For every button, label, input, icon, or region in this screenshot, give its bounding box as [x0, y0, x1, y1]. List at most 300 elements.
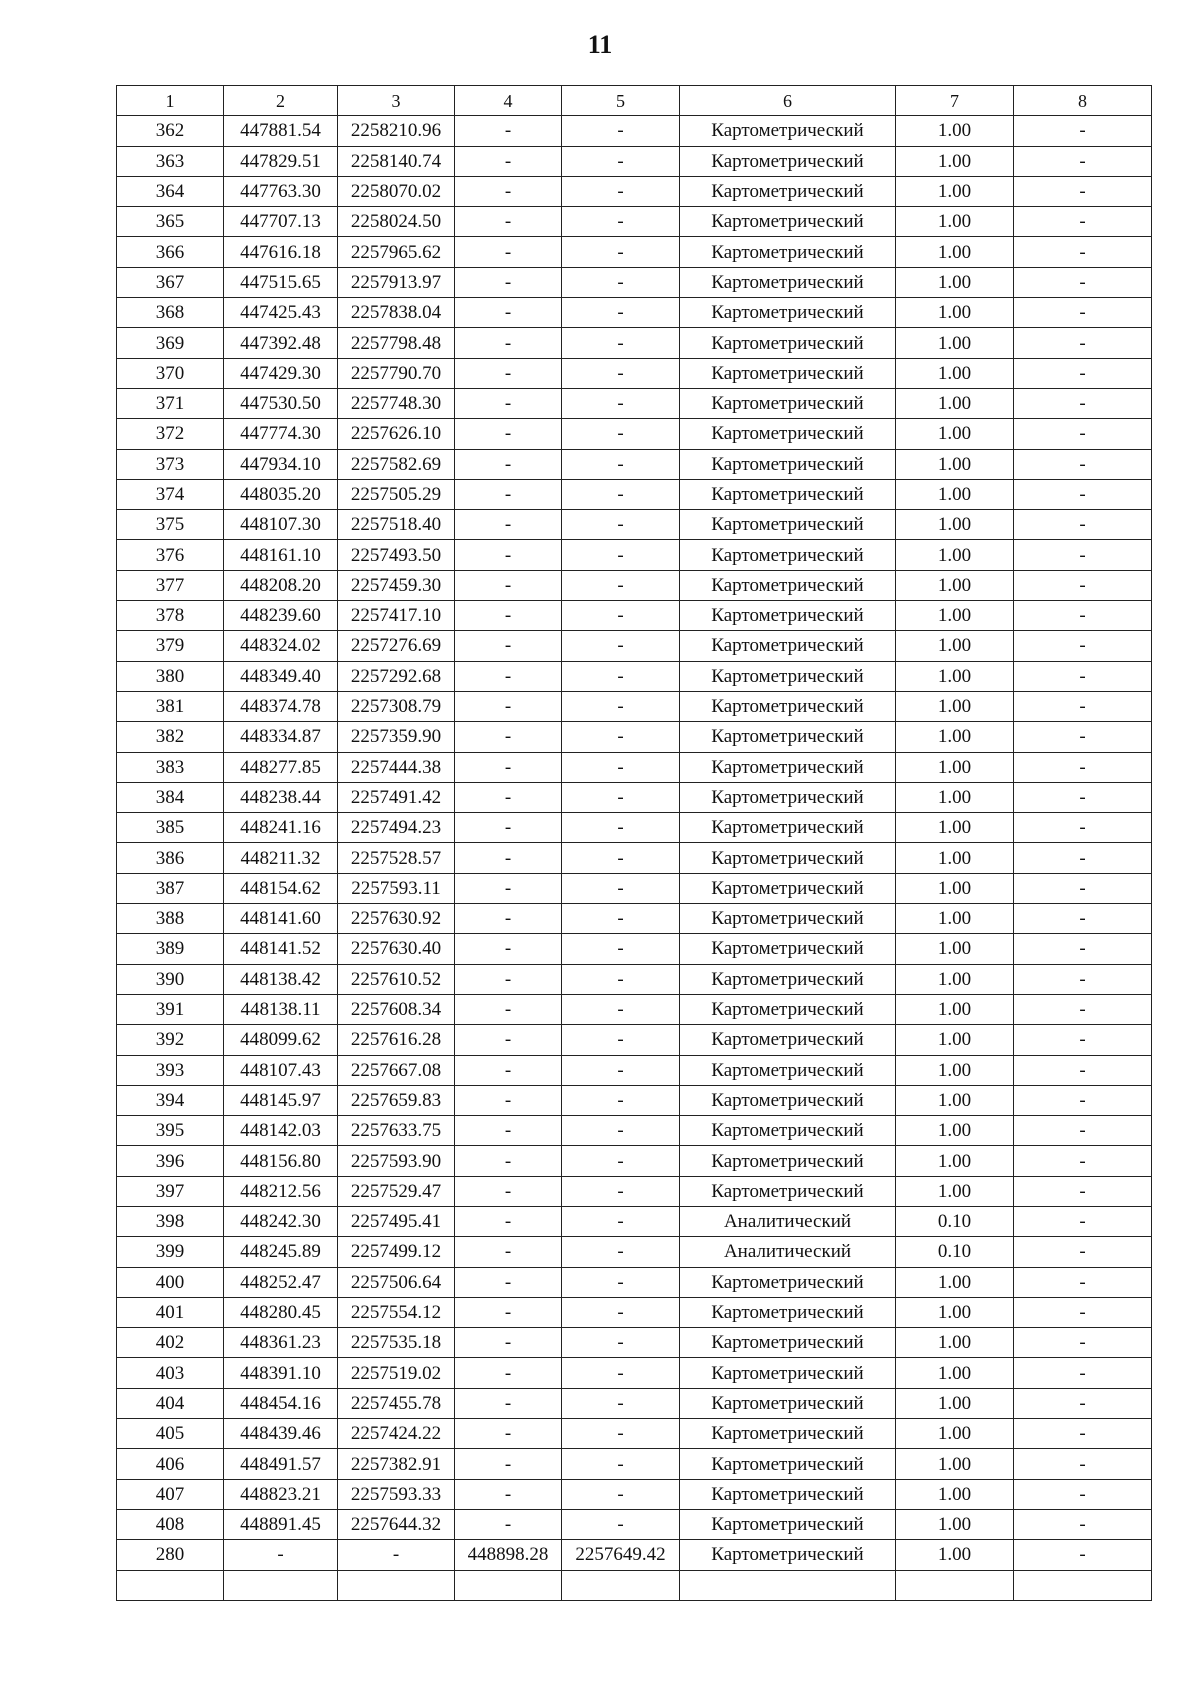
point-number-cell: 376: [117, 540, 224, 570]
description-cell: -: [1014, 1419, 1152, 1449]
accuracy-cell: 1.00: [896, 964, 1014, 994]
y-coordinate-cell: 2257626.10: [338, 419, 455, 449]
y-coordinate-cell: 2257459.30: [338, 570, 455, 600]
description-cell: -: [1014, 207, 1152, 237]
x-coordinate-cell: 447934.10: [224, 449, 338, 479]
accuracy-cell: 1.00: [896, 752, 1014, 782]
x-coordinate-alt-cell: -: [455, 1419, 562, 1449]
point-number-cell: 408: [117, 1509, 224, 1539]
y-coordinate-cell: 2257495.41: [338, 1206, 455, 1236]
y-coordinate-alt-cell: -: [562, 691, 680, 721]
x-coordinate-alt-cell: -: [455, 1358, 562, 1388]
x-coordinate-alt-cell: -: [455, 116, 562, 146]
x-coordinate-cell: 448211.32: [224, 843, 338, 873]
y-coordinate-alt-cell: -: [562, 1085, 680, 1115]
point-number-cell: 377: [117, 570, 224, 600]
x-coordinate-cell: 448891.45: [224, 1509, 338, 1539]
method-cell: Картометрический: [680, 1358, 896, 1388]
y-coordinate-cell: 2257554.12: [338, 1297, 455, 1327]
x-coordinate-alt-cell: -: [455, 1297, 562, 1327]
table-row: [117, 1419, 1152, 1449]
x-coordinate-cell: 447515.65: [224, 267, 338, 297]
column-header: 7: [896, 86, 1014, 116]
point-number-cell: 364: [117, 176, 224, 206]
description-cell: -: [1014, 176, 1152, 206]
x-coordinate-cell: 448361.23: [224, 1328, 338, 1358]
y-coordinate-cell: 2257424.22: [338, 1419, 455, 1449]
description-cell: -: [1014, 813, 1152, 843]
method-cell: Картометрический: [680, 358, 896, 388]
x-coordinate-alt-cell: -: [455, 1328, 562, 1358]
x-coordinate-cell: 447425.43: [224, 298, 338, 328]
description-cell: -: [1014, 510, 1152, 540]
description-cell: -: [1014, 388, 1152, 418]
point-number-cell: 380: [117, 661, 224, 691]
point-number-cell: 401: [117, 1297, 224, 1327]
accuracy-cell: 1.00: [896, 570, 1014, 600]
x-coordinate-alt-cell: -: [455, 964, 562, 994]
y-coordinate-alt-cell: -: [562, 752, 680, 782]
description-cell: -: [1014, 1025, 1152, 1055]
method-cell: Картометрический: [680, 813, 896, 843]
column-header: 2: [224, 86, 338, 116]
point-number-cell: 397: [117, 1176, 224, 1206]
method-cell: Картометрический: [680, 873, 896, 903]
table-row: [117, 1358, 1152, 1388]
table-row: [117, 691, 1152, 721]
y-coordinate-cell: 2257535.18: [338, 1328, 455, 1358]
x-coordinate-cell: 448277.85: [224, 752, 338, 782]
y-coordinate-cell: 2257494.23: [338, 813, 455, 843]
table-row: [117, 1085, 1152, 1115]
page-number: 11: [587, 30, 613, 59]
y-coordinate-alt-cell: -: [562, 904, 680, 934]
x-coordinate-alt-cell: -: [455, 176, 562, 206]
method-cell: Картометрический: [680, 1146, 896, 1176]
accuracy-cell: 0.10: [896, 1237, 1014, 1267]
y-coordinate-alt-cell: -: [562, 449, 680, 479]
table-row: [117, 1055, 1152, 1085]
y-coordinate-cell: 2257308.79: [338, 691, 455, 721]
x-coordinate-cell: 448391.10: [224, 1358, 338, 1388]
table-row: [117, 176, 1152, 206]
point-number-cell: 394: [117, 1085, 224, 1115]
description-cell: -: [1014, 1358, 1152, 1388]
column-header: 1: [117, 86, 224, 116]
table-row: [117, 631, 1152, 661]
point-number-cell: 386: [117, 843, 224, 873]
y-coordinate-alt-cell: -: [562, 601, 680, 631]
x-coordinate-cell: 448138.11: [224, 994, 338, 1024]
x-coordinate-alt-cell: -: [455, 1388, 562, 1418]
y-coordinate-alt-cell: -: [562, 116, 680, 146]
x-coordinate-cell: 448334.87: [224, 722, 338, 752]
empty-cell: [1014, 1570, 1152, 1600]
y-coordinate-alt-cell: -: [562, 176, 680, 206]
point-number-cell: 402: [117, 1328, 224, 1358]
y-coordinate-alt-cell: -: [562, 419, 680, 449]
point-number-cell: 378: [117, 601, 224, 631]
accuracy-cell: 1.00: [896, 904, 1014, 934]
description-cell: -: [1014, 843, 1152, 873]
method-cell: Картометрический: [680, 116, 896, 146]
empty-row: [117, 1570, 1152, 1600]
accuracy-cell: 1.00: [896, 1540, 1014, 1570]
x-coordinate-alt-cell: -: [455, 1237, 562, 1267]
description-cell: -: [1014, 570, 1152, 600]
description-cell: -: [1014, 1055, 1152, 1085]
accuracy-cell: 1.00: [896, 782, 1014, 812]
y-coordinate-cell: 2257616.28: [338, 1025, 455, 1055]
description-cell: -: [1014, 934, 1152, 964]
accuracy-cell: 1.00: [896, 1449, 1014, 1479]
accuracy-cell: 1.00: [896, 691, 1014, 721]
method-cell: Картометрический: [680, 691, 896, 721]
x-coordinate-cell: 448161.10: [224, 540, 338, 570]
x-coordinate-alt-cell: -: [455, 1206, 562, 1236]
description-cell: -: [1014, 1328, 1152, 1358]
coordinates-table: [116, 85, 1152, 1601]
table-row: [117, 1025, 1152, 1055]
table-row: [117, 1388, 1152, 1418]
description-cell: -: [1014, 782, 1152, 812]
method-cell: Картометрический: [680, 843, 896, 873]
y-coordinate-alt-cell: -: [562, 1449, 680, 1479]
description-cell: -: [1014, 631, 1152, 661]
y-coordinate-cell: 2257630.40: [338, 934, 455, 964]
accuracy-cell: 1.00: [896, 1479, 1014, 1509]
method-cell: Картометрический: [680, 1025, 896, 1055]
x-coordinate-alt-cell: -: [455, 843, 562, 873]
y-coordinate-alt-cell: -: [562, 358, 680, 388]
x-coordinate-cell: 447829.51: [224, 146, 338, 176]
y-coordinate-alt-cell: -: [562, 873, 680, 903]
table-row: [117, 1540, 1152, 1570]
x-coordinate-alt-cell: -: [455, 419, 562, 449]
point-number-cell: 399: [117, 1237, 224, 1267]
y-coordinate-alt-cell: -: [562, 298, 680, 328]
point-number-cell: 404: [117, 1388, 224, 1418]
method-cell: Картометрический: [680, 479, 896, 509]
x-coordinate-alt-cell: -: [455, 873, 562, 903]
x-coordinate-alt-cell: -: [455, 479, 562, 509]
empty-cell: [680, 1570, 896, 1600]
y-coordinate-alt-cell: -: [562, 1419, 680, 1449]
table-row: [117, 934, 1152, 964]
x-coordinate-cell: 448099.62: [224, 1025, 338, 1055]
method-cell: Аналитический: [680, 1237, 896, 1267]
point-number-cell: 369: [117, 328, 224, 358]
point-number-cell: 379: [117, 631, 224, 661]
column-header: 6: [680, 86, 896, 116]
table-row: [117, 237, 1152, 267]
x-coordinate-cell: 448245.89: [224, 1237, 338, 1267]
method-cell: Картометрический: [680, 1116, 896, 1146]
y-coordinate-alt-cell: -: [562, 994, 680, 1024]
y-coordinate-alt-cell: -: [562, 661, 680, 691]
method-cell: Картометрический: [680, 207, 896, 237]
method-cell: Картометрический: [680, 449, 896, 479]
description-cell: -: [1014, 904, 1152, 934]
y-coordinate-cell: 2257644.32: [338, 1509, 455, 1539]
x-coordinate-alt-cell: -: [455, 540, 562, 570]
y-coordinate-alt-cell: -: [562, 479, 680, 509]
y-coordinate-cell: 2257593.11: [338, 873, 455, 903]
x-coordinate-alt-cell: -: [455, 207, 562, 237]
accuracy-cell: 1.00: [896, 207, 1014, 237]
accuracy-cell: 1.00: [896, 1267, 1014, 1297]
y-coordinate-alt-cell: -: [562, 207, 680, 237]
table-row: [117, 267, 1152, 297]
y-coordinate-alt-cell: -: [562, 813, 680, 843]
method-cell: Картометрический: [680, 934, 896, 964]
method-cell: Картометрический: [680, 1419, 896, 1449]
point-number-cell: 407: [117, 1479, 224, 1509]
x-coordinate-cell: 448823.21: [224, 1479, 338, 1509]
description-cell: -: [1014, 1237, 1152, 1267]
accuracy-cell: 1.00: [896, 601, 1014, 631]
description-cell: -: [1014, 661, 1152, 691]
method-cell: Картометрический: [680, 1388, 896, 1418]
accuracy-cell: 1.00: [896, 1085, 1014, 1115]
y-coordinate-alt-cell: -: [562, 1479, 680, 1509]
x-coordinate-cell: 448238.44: [224, 782, 338, 812]
description-cell: -: [1014, 328, 1152, 358]
x-coordinate-cell: -: [224, 1540, 338, 1570]
x-coordinate-alt-cell: -: [455, 1449, 562, 1479]
accuracy-cell: 1.00: [896, 1328, 1014, 1358]
point-number-cell: 366: [117, 237, 224, 267]
description-cell: -: [1014, 722, 1152, 752]
x-coordinate-alt-cell: -: [455, 1116, 562, 1146]
description-cell: -: [1014, 873, 1152, 903]
x-coordinate-cell: 447530.50: [224, 388, 338, 418]
point-number-cell: 382: [117, 722, 224, 752]
x-coordinate-alt-cell: -: [455, 358, 562, 388]
accuracy-cell: 1.00: [896, 994, 1014, 1024]
point-number-cell: 403: [117, 1358, 224, 1388]
description-cell: -: [1014, 1479, 1152, 1509]
y-coordinate-cell: -: [338, 1540, 455, 1570]
point-number-cell: 405: [117, 1419, 224, 1449]
description-cell: -: [1014, 1267, 1152, 1297]
x-coordinate-alt-cell: -: [455, 601, 562, 631]
point-number-cell: 372: [117, 419, 224, 449]
point-number-cell: 368: [117, 298, 224, 328]
accuracy-cell: 1.00: [896, 388, 1014, 418]
y-coordinate-alt-cell: -: [562, 722, 680, 752]
table-row: [117, 328, 1152, 358]
y-coordinate-alt-cell: -: [562, 570, 680, 600]
method-cell: Картометрический: [680, 1176, 896, 1206]
x-coordinate-alt-cell: -: [455, 631, 562, 661]
description-cell: -: [1014, 1297, 1152, 1327]
y-coordinate-alt-cell: -: [562, 1297, 680, 1327]
x-coordinate-alt-cell: -: [455, 1267, 562, 1297]
method-cell: Картометрический: [680, 752, 896, 782]
accuracy-cell: 1.00: [896, 661, 1014, 691]
method-cell: Картометрический: [680, 1267, 896, 1297]
x-coordinate-alt-cell: -: [455, 722, 562, 752]
method-cell: Картометрический: [680, 540, 896, 570]
method-cell: Картометрический: [680, 601, 896, 631]
y-coordinate-alt-cell: -: [562, 934, 680, 964]
y-coordinate-cell: 2258210.96: [338, 116, 455, 146]
x-coordinate-cell: 448208.20: [224, 570, 338, 600]
accuracy-cell: 1.00: [896, 1146, 1014, 1176]
y-coordinate-alt-cell: -: [562, 964, 680, 994]
point-number-cell: 389: [117, 934, 224, 964]
x-coordinate-cell: 448107.43: [224, 1055, 338, 1085]
y-coordinate-cell: 2257382.91: [338, 1449, 455, 1479]
description-cell: -: [1014, 994, 1152, 1024]
y-coordinate-alt-cell: -: [562, 1237, 680, 1267]
method-cell: Картометрический: [680, 1449, 896, 1479]
point-number-cell: 381: [117, 691, 224, 721]
column-header: 5: [562, 86, 680, 116]
y-coordinate-alt-cell: -: [562, 510, 680, 540]
x-coordinate-alt-cell: 448898.28: [455, 1540, 562, 1570]
point-number-cell: 367: [117, 267, 224, 297]
x-coordinate-alt-cell: -: [455, 1146, 562, 1176]
x-coordinate-cell: 448241.16: [224, 813, 338, 843]
accuracy-cell: 1.00: [896, 1388, 1014, 1418]
x-coordinate-alt-cell: -: [455, 328, 562, 358]
y-coordinate-alt-cell: -: [562, 1358, 680, 1388]
y-coordinate-cell: 2257505.29: [338, 479, 455, 509]
y-coordinate-alt-cell: -: [562, 843, 680, 873]
y-coordinate-cell: 2257529.47: [338, 1176, 455, 1206]
accuracy-cell: 1.00: [896, 540, 1014, 570]
accuracy-cell: 1.00: [896, 176, 1014, 206]
method-cell: Картометрический: [680, 1297, 896, 1327]
description-cell: -: [1014, 419, 1152, 449]
table-row: [117, 1116, 1152, 1146]
accuracy-cell: 1.00: [896, 298, 1014, 328]
table-row: [117, 479, 1152, 509]
x-coordinate-alt-cell: -: [455, 237, 562, 267]
description-cell: -: [1014, 1540, 1152, 1570]
table-row: [117, 1206, 1152, 1236]
x-coordinate-alt-cell: -: [455, 661, 562, 691]
method-cell: Картометрический: [680, 722, 896, 752]
table-row: [117, 1176, 1152, 1206]
y-coordinate-alt-cell: -: [562, 540, 680, 570]
y-coordinate-cell: 2257593.33: [338, 1479, 455, 1509]
y-coordinate-cell: 2258024.50: [338, 207, 455, 237]
x-coordinate-alt-cell: -: [455, 388, 562, 418]
x-coordinate-alt-cell: -: [455, 1025, 562, 1055]
x-coordinate-cell: 447707.13: [224, 207, 338, 237]
point-number-cell: 390: [117, 964, 224, 994]
table-row: [117, 782, 1152, 812]
table-row: [117, 601, 1152, 631]
y-coordinate-cell: 2257493.50: [338, 540, 455, 570]
accuracy-cell: 1.00: [896, 328, 1014, 358]
x-coordinate-cell: 448349.40: [224, 661, 338, 691]
x-coordinate-cell: 448145.97: [224, 1085, 338, 1115]
method-cell: Картометрический: [680, 510, 896, 540]
point-number-cell: 374: [117, 479, 224, 509]
description-cell: -: [1014, 752, 1152, 782]
table-row: [117, 419, 1152, 449]
accuracy-cell: 0.10: [896, 1206, 1014, 1236]
x-coordinate-alt-cell: -: [455, 782, 562, 812]
y-coordinate-cell: 2257506.64: [338, 1267, 455, 1297]
y-coordinate-alt-cell: -: [562, 631, 680, 661]
x-coordinate-cell: 448374.78: [224, 691, 338, 721]
y-coordinate-alt-cell: -: [562, 1267, 680, 1297]
description-cell: -: [1014, 1206, 1152, 1236]
method-cell: Картометрический: [680, 782, 896, 812]
table-row: [117, 994, 1152, 1024]
y-coordinate-cell: 2257276.69: [338, 631, 455, 661]
method-cell: Картометрический: [680, 237, 896, 267]
method-cell: Картометрический: [680, 631, 896, 661]
y-coordinate-cell: 2257630.92: [338, 904, 455, 934]
table-row: [117, 1267, 1152, 1297]
point-number-cell: 384: [117, 782, 224, 812]
description-cell: -: [1014, 1085, 1152, 1115]
x-coordinate-cell: 448239.60: [224, 601, 338, 631]
y-coordinate-cell: 2257417.10: [338, 601, 455, 631]
method-cell: Аналитический: [680, 1206, 896, 1236]
x-coordinate-cell: 447429.30: [224, 358, 338, 388]
x-coordinate-alt-cell: -: [455, 813, 562, 843]
table-row: [117, 661, 1152, 691]
table-row: [117, 116, 1152, 146]
accuracy-cell: 1.00: [896, 813, 1014, 843]
x-coordinate-alt-cell: -: [455, 752, 562, 782]
x-coordinate-cell: 448212.56: [224, 1176, 338, 1206]
description-cell: -: [1014, 237, 1152, 267]
y-coordinate-cell: 2257913.97: [338, 267, 455, 297]
x-coordinate-alt-cell: -: [455, 1509, 562, 1539]
y-coordinate-cell: 2257455.78: [338, 1388, 455, 1418]
x-coordinate-cell: 448156.80: [224, 1146, 338, 1176]
y-coordinate-alt-cell: -: [562, 1509, 680, 1539]
x-coordinate-cell: 447392.48: [224, 328, 338, 358]
x-coordinate-cell: 448107.30: [224, 510, 338, 540]
y-coordinate-alt-cell: -: [562, 1116, 680, 1146]
y-coordinate-alt-cell: -: [562, 1206, 680, 1236]
y-coordinate-cell: 2258140.74: [338, 146, 455, 176]
point-number-cell: 370: [117, 358, 224, 388]
empty-cell: [455, 1570, 562, 1600]
table-row: [117, 1449, 1152, 1479]
x-coordinate-cell: 448439.46: [224, 1419, 338, 1449]
method-cell: Картометрический: [680, 1479, 896, 1509]
description-cell: -: [1014, 601, 1152, 631]
y-coordinate-cell: 2258070.02: [338, 176, 455, 206]
x-coordinate-alt-cell: -: [455, 1479, 562, 1509]
method-cell: Картометрический: [680, 994, 896, 1024]
x-coordinate-alt-cell: -: [455, 1055, 562, 1085]
accuracy-cell: 1.00: [896, 358, 1014, 388]
accuracy-cell: 1.00: [896, 631, 1014, 661]
table-row: [117, 207, 1152, 237]
table-body: [117, 86, 1152, 1601]
x-coordinate-cell: 448491.57: [224, 1449, 338, 1479]
description-cell: -: [1014, 116, 1152, 146]
x-coordinate-alt-cell: -: [455, 994, 562, 1024]
accuracy-cell: 1.00: [896, 722, 1014, 752]
accuracy-cell: 1.00: [896, 1297, 1014, 1327]
y-coordinate-cell: 2257359.90: [338, 722, 455, 752]
point-number-cell: 392: [117, 1025, 224, 1055]
table-row: [117, 449, 1152, 479]
table-row: [117, 1479, 1152, 1509]
